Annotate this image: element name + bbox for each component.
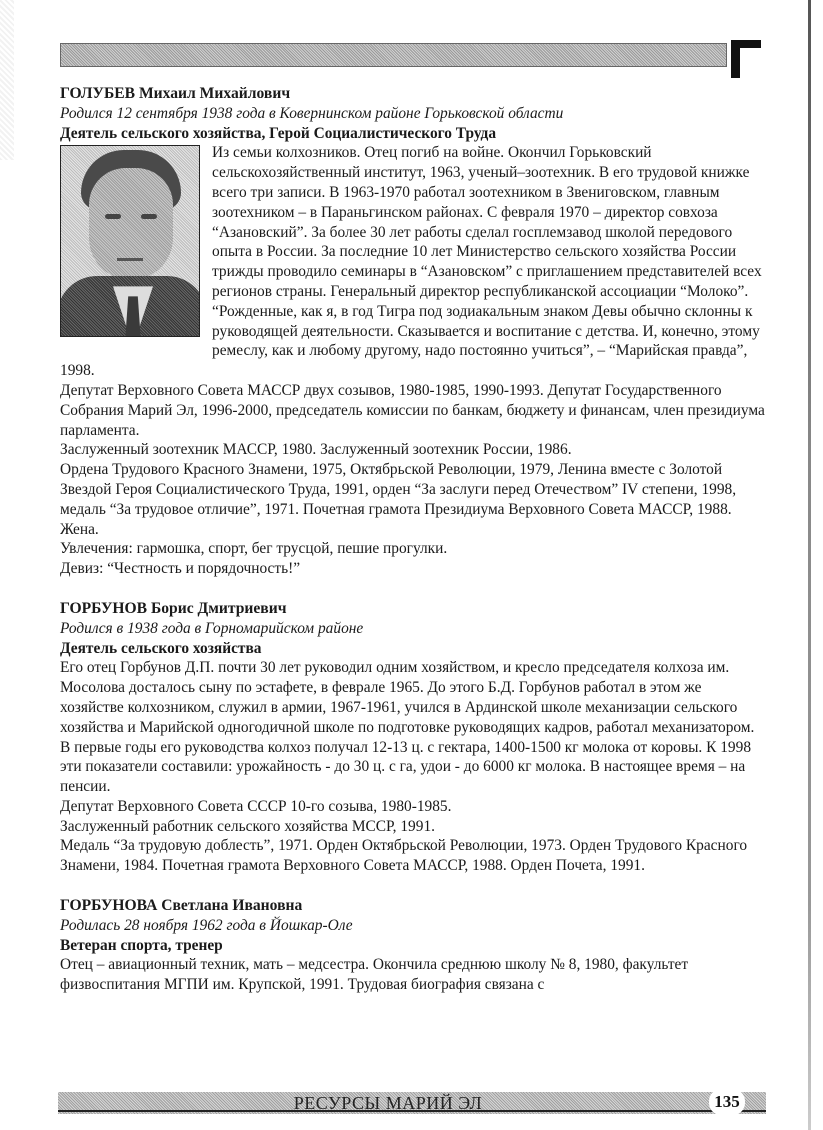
bio-paragraph: Жена. (60, 520, 99, 538)
birth-info: Родился 12 сентября 1938 года в Ковернинском районе Горьковской области (60, 104, 564, 122)
bio-paragraph: Депутат Верховного Совета СССР 10-го созыва, 1980-1985. (60, 797, 452, 815)
bio-paragraph: Заслуженный зоотехник МАССР, 1980. Заслуженный зоотехник России, 1986. (60, 441, 572, 459)
footer-publication-title: РЕСУРСЫ МАРИЙ ЭЛ (293, 1093, 483, 1113)
person-role: Ветеран спорта, тренер (60, 936, 223, 954)
person-name: ГОРБУНОВ Борис Дмитриевич (60, 599, 287, 617)
bio-paragraph: Из семьи колхозников. Отец погиб на войне. Окончил Горьковский сельскохозяйственный институт, 1963, ученый–зоотехник. В его трудовой книжке всего три записи. В 1963-1970 работал зоотехником в Звениговском, главным зоотехником – в Параньгинском районах. С февраля 1970 – директор совхоза “Азановский”. За более 30 лет работы сделал госплемзавод школой передового опыта в России. За последние 10 лет Министерство сельского хозяйства России трижды проводило семинары в “Азановском” с приглашением представителей всех регионов страны. Генеральный директор республиканской ассоциации “Молоко”. “Рожденные, как я, в год Тигра под зодиакальным знаком Девы обычно склонны к руководящей деятельности. Сказывается и воспитание с детства. И, конечно, этому ремеслу, как и любому другому, надо постоянно учиться”, – “Марийская правда”, 1998. (60, 144, 762, 380)
header-hatched-bar (60, 43, 727, 67)
biography-entry (60, 896, 768, 995)
biography-entry (60, 599, 768, 876)
person-role: Деятель сельского хозяйства (60, 639, 262, 657)
birth-info: Родилась 28 ноября 1962 года в Йошкар-Оле (60, 916, 353, 934)
person-role: Деятель сельского хозяйства, Герой Социалистического Труда (60, 124, 497, 142)
scan-edge-speckle (0, 0, 14, 160)
bio-paragraph: Ордена Трудового Красного Знамени, 1975, Октябрьской Революции, 1979, Ленина вместе с Золотой Звездой Героя Социалистического Труда, 1991, орден “За заслуги перед Отечеством” IV степени, 1998, медаль “За трудовое отличие”, 1971. Почетная грамота Президиума Верховного Совета МАССР, 1988. (60, 461, 737, 518)
bio-paragraph: Медаль “За трудовую доблесть”, 1971. Орден Октябрьской Революции, 1973. Орден Трудового Красного Знамени, 1984. Почетная грамота Верховного Совета МАССР, 1988. Орден Почета, 1991. (60, 837, 748, 875)
section-letter-mark (731, 40, 761, 78)
portrait-photo (60, 145, 200, 337)
bio-paragraph: Девиз: “Честность и порядочность!” (60, 560, 301, 578)
page-number: 135 (709, 1089, 745, 1115)
bio-paragraph: Увлечения: гармошка, спорт, бег трусцой, пешие прогулки. (60, 540, 448, 558)
bio-paragraph: Заслуженный работник сельского хозяйства МССР, 1991. (60, 817, 435, 835)
biography-entry (60, 84, 768, 579)
bio-paragraph: Его отец Горбунов Д.П. почти 30 лет руководил одним хозяйством, и кресло председателя колхоза им. Мосолова досталось сыну по эстафете, в феврале 1965. До этого Б.Д. Горбунов работал в этом же хозяйстве колхозником, служил в армии, 1967-1961, учился в Ардинской школе механизации сельского хозяйства и Марийской одногодичной школе по подготовке руководящих кадров, работал механизатором. В первые годы его руководства колхоз получал 12-13 ц. с гектара, 1400-1500 кг молока от коровы. К 1998 эти показатели составили: урожайность - до 30 ц. с га, удои - до 6000 кг молока. В настоящее время – на пенсии. (60, 659, 755, 796)
person-name: ГОРБУНОВА Светлана Ивановна (60, 897, 303, 915)
bio-paragraph: Отец – авиационный техник, мать – медсестра. Окончила среднюю школу № 8, 1980, факультет физвоспитания МГПИ им. Крупской, 1991. Трудовая биография связана с (60, 956, 689, 994)
page-content (60, 84, 768, 1015)
page-binding-edge (808, 0, 811, 1130)
birth-info: Родился в 1938 года в Горномарийском районе (60, 619, 364, 637)
person-name: ГОЛУБЕВ Михаил Михайлович (60, 85, 291, 102)
bio-paragraph: Депутат Верховного Совета МАССР двух созывов, 1980-1985, 1990-1993. Депутат Государственного Собрания Марий Эл, 1996-2000, председатель комиссии по банкам, бюджету и финансам, член президиума парламента. (60, 381, 765, 439)
